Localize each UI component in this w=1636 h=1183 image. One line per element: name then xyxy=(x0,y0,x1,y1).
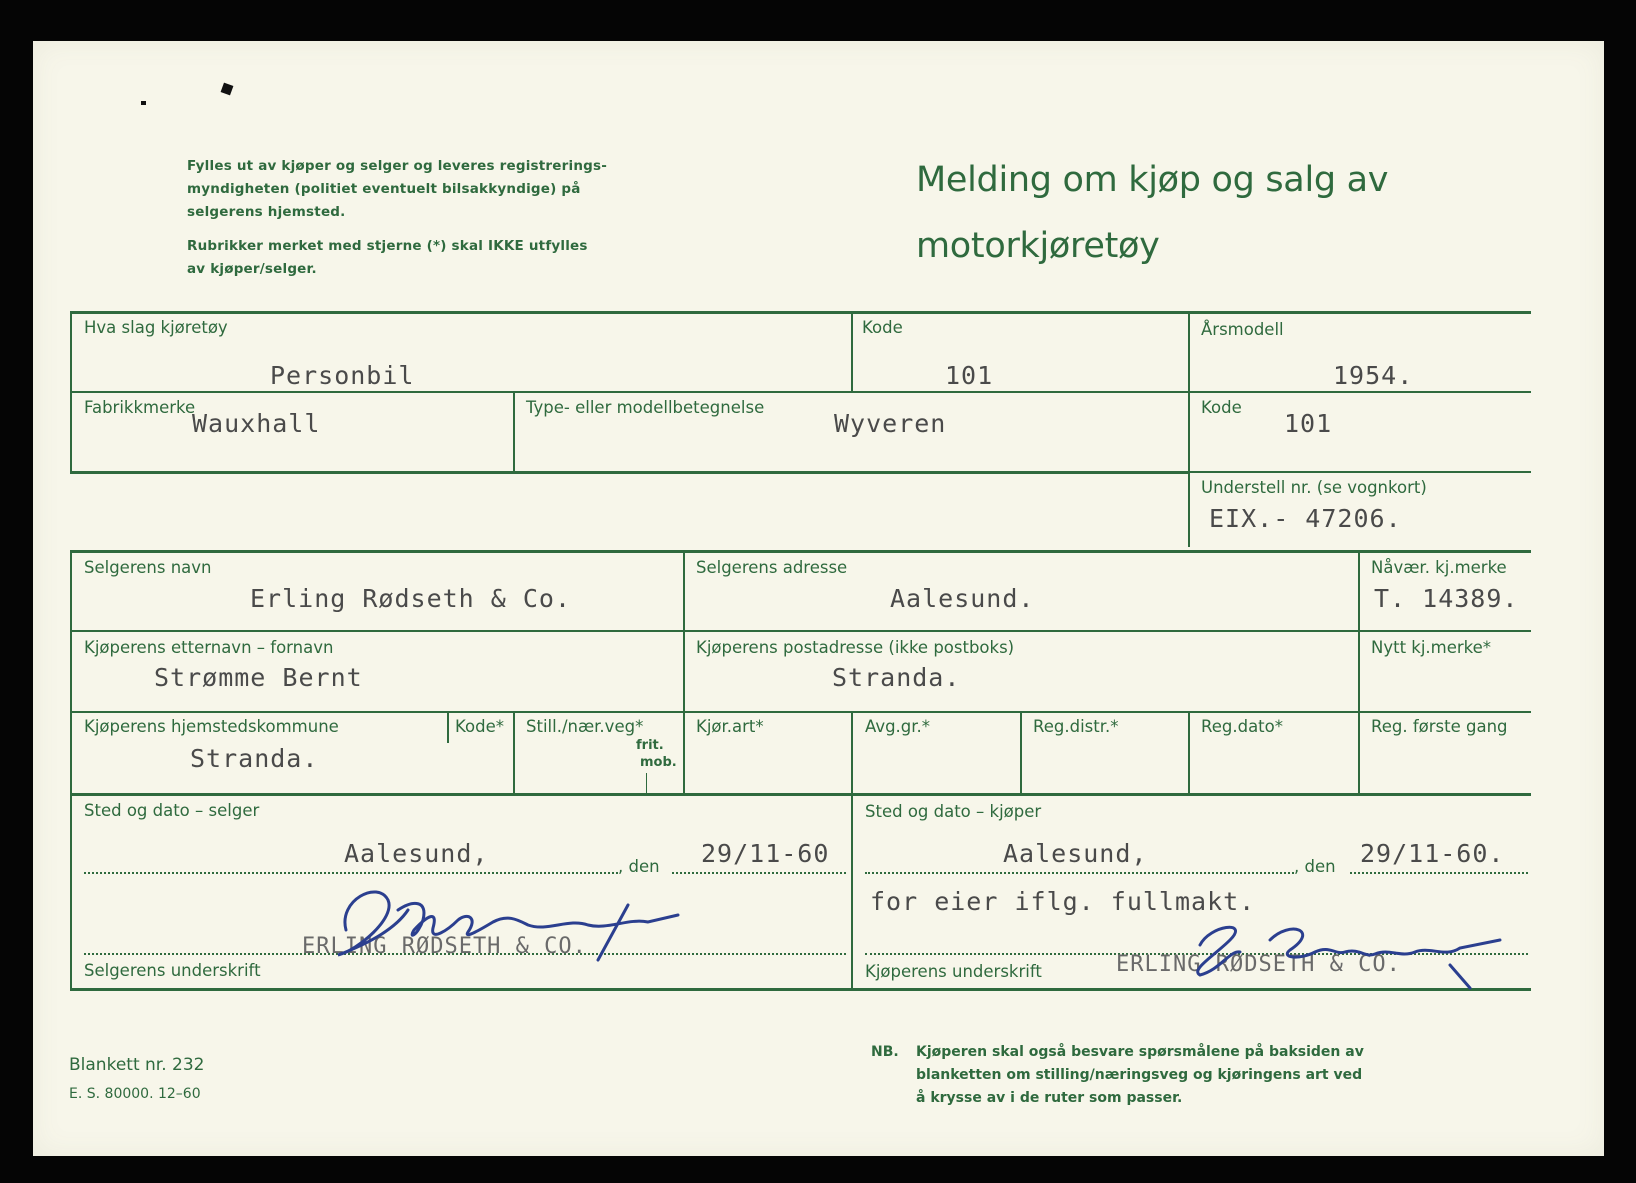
reg-date-label: Reg.dato* xyxy=(1201,717,1283,736)
seller-date-value: 29/11-60 xyxy=(701,839,830,868)
chassis-value: EIX.- 47206. xyxy=(1209,504,1402,533)
code-value-2: 101 xyxy=(1284,409,1333,438)
model-year-value: 1954. xyxy=(1333,361,1414,390)
seller-address-value: Aalesund. xyxy=(890,584,1035,613)
buyer-address-label: Kjøperens postadresse (ikke postboks) xyxy=(696,638,1015,657)
fee-group-label: Avg.gr.* xyxy=(865,717,931,736)
instruction-line: av kjøper/selger. xyxy=(187,261,317,277)
instruction-line: Fylles ut av kjøper og selger og leveres registrerings- xyxy=(187,158,608,174)
rule xyxy=(1188,711,1190,794)
occupation-label: Still./nær.veg* xyxy=(526,717,644,736)
drive-type-label: Kjør.art* xyxy=(696,717,764,736)
model-year-label: Årsmodell xyxy=(1201,320,1284,339)
instruction-line: myndigheten (politiet eventuelt bilsakkyndige) på xyxy=(187,181,581,197)
seller-place-value: Aalesund, xyxy=(344,839,489,868)
form-title: motorkjøretøy xyxy=(916,226,1160,266)
buyer-place-label: Sted og dato – kjøper xyxy=(865,802,1042,821)
rule xyxy=(1020,711,1022,794)
rule xyxy=(683,550,685,794)
first-reg-label: Reg. første gang xyxy=(1371,717,1508,736)
buyer-proxy-note: for eier iflg. fullmakt. xyxy=(870,887,1256,916)
rule xyxy=(70,391,1531,393)
seller-signature xyxy=(318,870,688,965)
seller-den-label: , den xyxy=(618,857,660,876)
rule xyxy=(851,311,853,391)
rule xyxy=(513,711,515,794)
vehicle-type-label: Hva slag kjøretøy xyxy=(84,318,228,337)
rule xyxy=(70,311,1531,314)
make-label: Fabrikkmerke xyxy=(84,398,196,417)
form-title: Melding om kjøp og salg av xyxy=(916,160,1389,200)
buyer-place-value: Aalesund, xyxy=(1003,839,1148,868)
chassis-label: Understell nr. (se vognkort) xyxy=(1201,478,1427,497)
model-label: Type- eller modellbetegnelse xyxy=(526,398,765,417)
mob-label: mob. xyxy=(640,755,677,770)
frit-label: frit. xyxy=(636,738,664,753)
buyer-stamp: ERLING RØDSETH & CO. xyxy=(1116,952,1401,977)
buyer-signature xyxy=(1170,910,1510,1000)
instruction-line: selgerens hjemsted. xyxy=(187,204,346,220)
model-value: Wyveren xyxy=(834,409,947,438)
vehicle-type-value: Personbil xyxy=(270,361,415,390)
rule xyxy=(447,711,449,743)
municipality-code-label: Kode* xyxy=(455,717,504,736)
nb-note xyxy=(871,1041,1364,1110)
rule xyxy=(1188,471,1531,473)
seller-name-value: Erling Rødseth & Co. xyxy=(250,584,572,613)
rule xyxy=(851,793,853,990)
rule xyxy=(70,630,1531,632)
code-label: Kode xyxy=(862,318,903,337)
nb-line: blanketten om stilling/næringsveg og kjøringens art ved xyxy=(916,1067,1363,1083)
buyer-name-value: Strømme Bernt xyxy=(154,663,363,692)
rule xyxy=(70,793,1531,796)
rule xyxy=(513,391,515,472)
seller-name-label: Selgerens navn xyxy=(84,558,212,577)
dotted-line xyxy=(1350,872,1528,874)
municipality-label: Kjøperens hjemstedskommune xyxy=(84,717,339,736)
rule xyxy=(1188,311,1190,547)
rule xyxy=(851,711,853,794)
make-value: Wauxhall xyxy=(192,409,321,438)
current-plate-value: T. 14389. xyxy=(1374,584,1519,613)
current-plate-label: Nåvær. kj.merke xyxy=(1371,558,1507,577)
nb-label: NB. xyxy=(871,1044,899,1060)
dotted-line xyxy=(865,872,1294,874)
municipality-value: Stranda. xyxy=(190,744,319,773)
rule xyxy=(70,550,1531,553)
stray-mark xyxy=(141,101,146,105)
rule xyxy=(70,471,1190,474)
seller-stamp: ERLING RØDSETH & CO. xyxy=(302,934,587,959)
rule xyxy=(1358,550,1360,794)
buyer-address-value: Stranda. xyxy=(832,663,961,692)
code-label-2: Kode xyxy=(1201,398,1242,417)
print-code: E. S. 80000. 12–60 xyxy=(69,1086,201,1102)
form-number: Blankett nr. 232 xyxy=(69,1055,205,1075)
rule xyxy=(70,711,1531,713)
rule xyxy=(646,773,647,793)
rule xyxy=(70,550,72,990)
seller-place-label: Sted og dato – selger xyxy=(84,801,260,820)
nb-line: Kjøperen skal også besvare spørsmålene på baksiden av xyxy=(916,1044,1364,1060)
buyer-date-value: 29/11-60. xyxy=(1360,839,1505,868)
buyer-signature-label: Kjøperens underskrift xyxy=(865,962,1042,981)
reg-district-label: Reg.distr.* xyxy=(1033,717,1119,736)
code-value: 101 xyxy=(945,361,994,390)
new-plate-label: Nytt kj.merke* xyxy=(1371,638,1492,657)
seller-address-label: Selgerens adresse xyxy=(696,558,848,577)
instruction-line: Rubrikker merket med stjerne (*) skal IKKE utfylles xyxy=(187,238,588,254)
buyer-den-label: , den xyxy=(1294,857,1336,876)
dotted-line xyxy=(672,872,846,874)
nb-line: å krysse av i de ruter som passer. xyxy=(916,1090,1183,1106)
buyer-name-label: Kjøperens etternavn – fornavn xyxy=(84,638,334,657)
seller-signature-label: Selgerens underskrift xyxy=(84,961,261,980)
